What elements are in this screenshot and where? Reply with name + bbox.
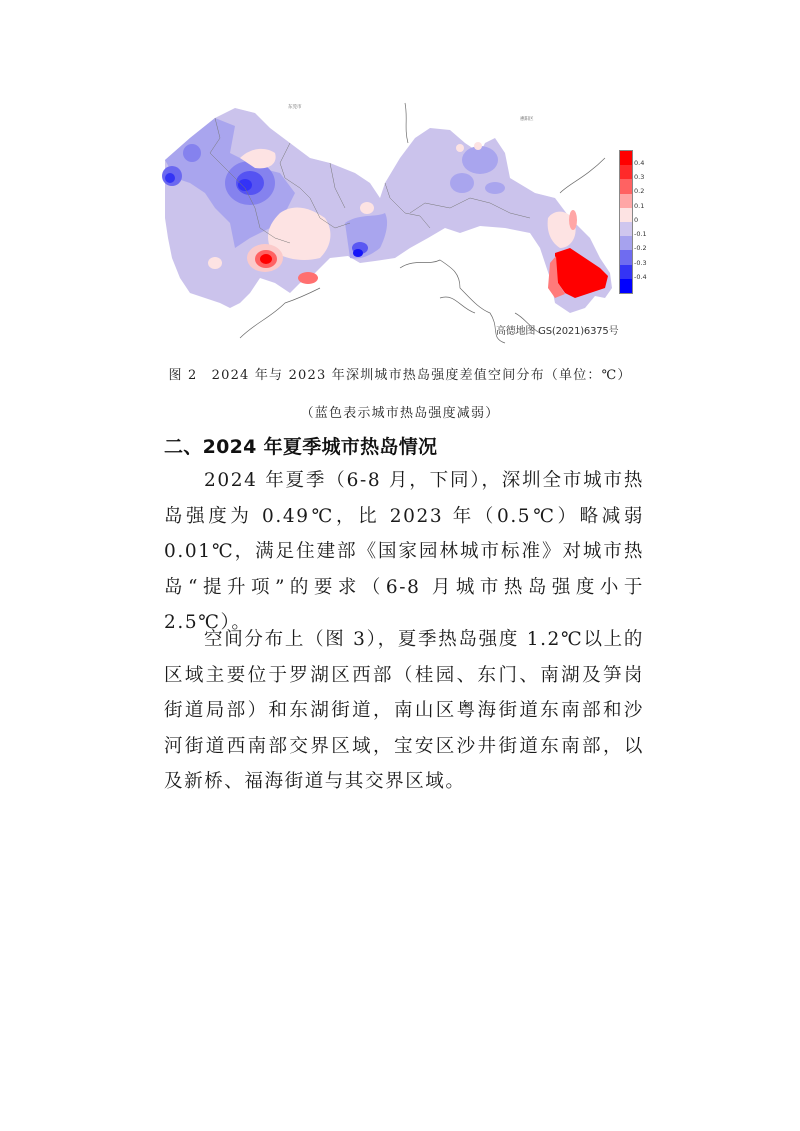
legend-swatch [620, 250, 632, 264]
legend-swatch [620, 222, 632, 236]
legend-swatch [620, 279, 632, 293]
legend-tick: 0.3 [634, 173, 645, 181]
figure-caption: 图 2 2024 年与 2023 年深圳城市热岛强度差值空间分布（单位：℃） [168, 368, 632, 383]
legend-colorbar [619, 150, 633, 294]
legend-swatch [620, 208, 632, 222]
legend-swatch [620, 179, 632, 193]
map-credit: 高德地图 GS(2021)6375号 [496, 326, 619, 337]
legend-swatch [620, 236, 632, 250]
legend-tick: 0.1 [634, 202, 645, 210]
legend-swatch [620, 194, 632, 208]
legend-swatch [620, 151, 632, 165]
legend-tick: -0.1 [634, 230, 647, 238]
legend-tick: 0.4 [634, 159, 645, 167]
map-graphic [160, 98, 640, 348]
section-heading: 二、2024 年夏季城市热岛情况 [164, 436, 438, 458]
legend-tick: -0.4 [634, 273, 647, 281]
legend-tick: 0 [634, 216, 639, 224]
color-legend [619, 150, 659, 295]
paragraph-spatial-distribution: 空间分布上（图 3），夏季热岛强度 1.2℃以上的区域主要位于罗湖区西部（桂园、东门、南湖及笋岗街道局部）和东湖街道，南山区粤海街道东南部和沙河街道西南部交界区域，宝安区沙井街道东南部，以及新桥、福海街道与其交界区域。 [164, 629, 644, 792]
heat-island-difference-map [160, 98, 640, 348]
legend-tick: -0.3 [634, 259, 647, 267]
legend-swatch [620, 165, 632, 179]
map-label-dongguan: 东莞市 [288, 105, 302, 110]
legend-swatch [620, 265, 632, 279]
paragraph-summer-overview: 2024 年夏季（6-8 月，下同），深圳全市城市热岛强度为 0.49℃，比 2023 年（0.5℃）略减弱 0.01℃，满足住建部《国家园林城市标准》对城市热岛“提升项”的要求（6-8 月城市热岛强度小于 2.5℃）。 [164, 470, 644, 633]
figure-caption-note: （蓝色表示城市热岛强度减弱） [300, 406, 500, 421]
map-label-huizhou: 惠阳区 [520, 117, 534, 122]
legend-tick: 0.2 [634, 187, 645, 195]
legend-tick: -0.2 [634, 244, 647, 252]
